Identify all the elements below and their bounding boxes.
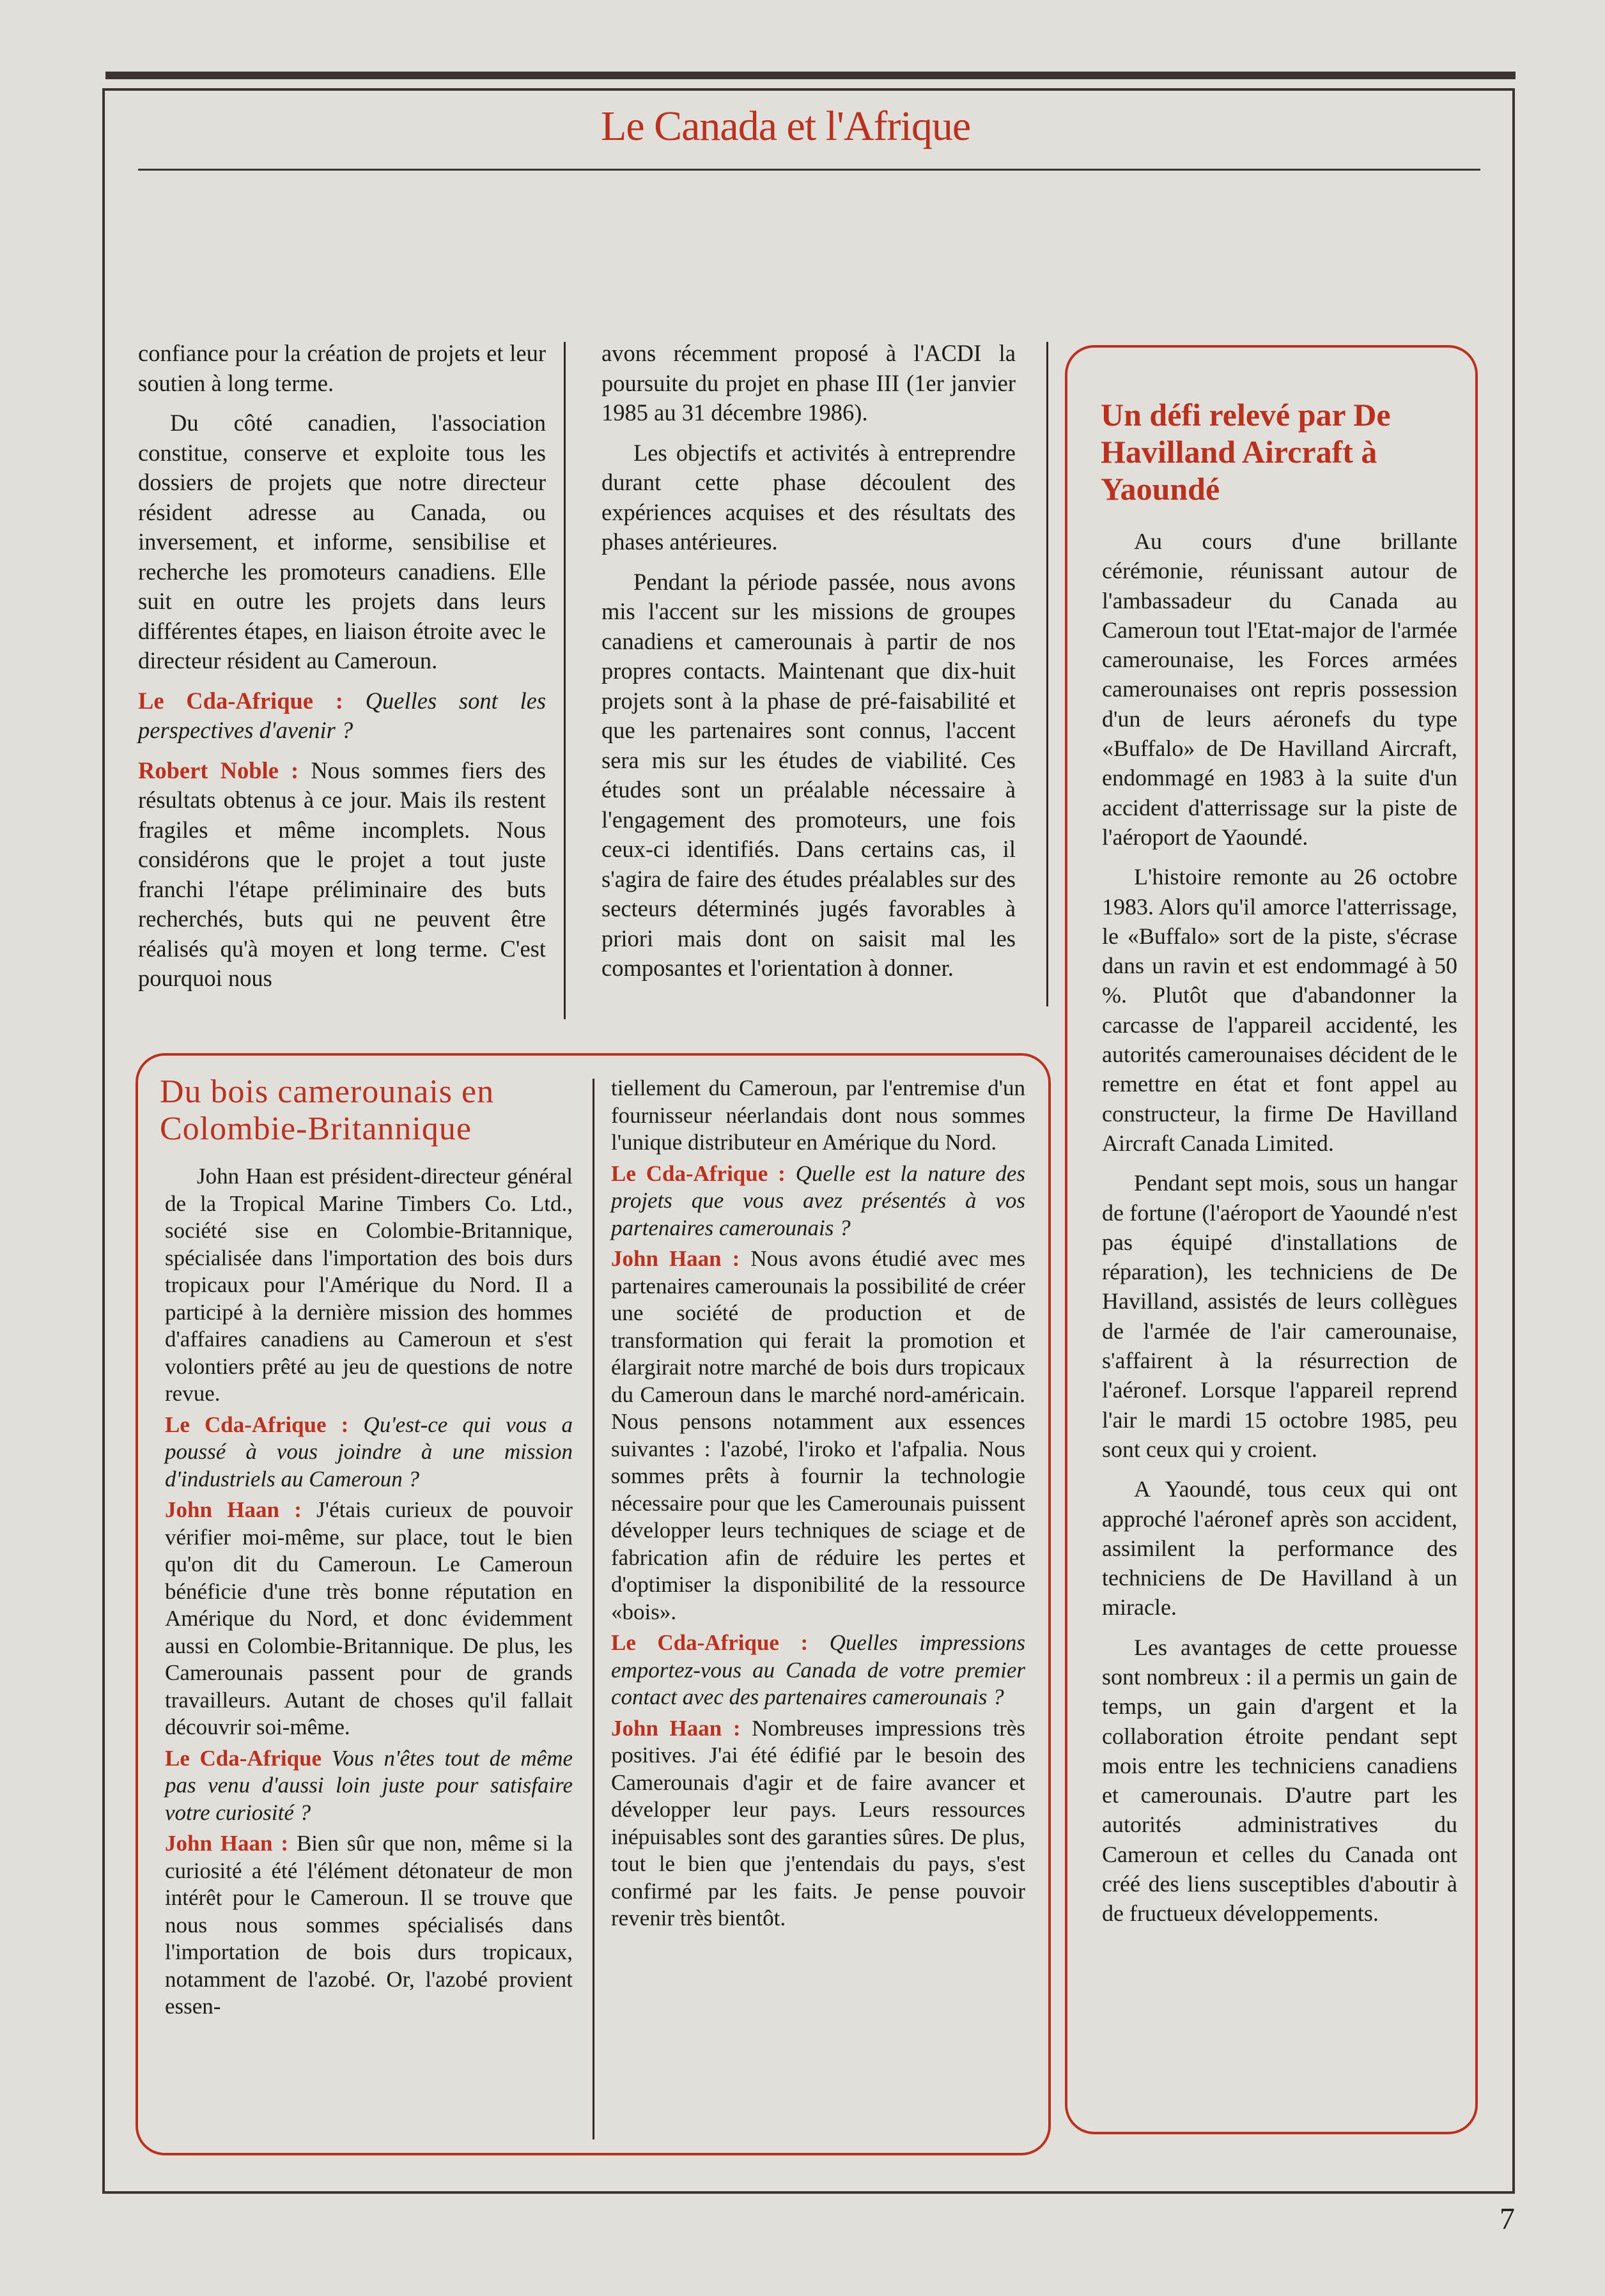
masthead-title: Le Canada et l'Afrique — [601, 103, 971, 150]
speaker-label: Le Cda-Afrique : — [138, 687, 343, 714]
interview-question — [165, 1412, 573, 1493]
paragraph-text: Nous sommes fiers des résultats obtenus à ce jour. Mais ils restent fragiles et même incomplets. Nous considérons que le projet a tout juste franchi l'étape préliminaire des buts recherchés, buts qui ne peuvent être réalisés qu'à moyen et long terme. C'est pourquoi nous — [138, 757, 546, 991]
interview-question — [165, 1745, 573, 1827]
interview-answer — [611, 1245, 1025, 1626]
interview-column-1 — [138, 339, 546, 1004]
paragraph — [138, 408, 546, 676]
speaker-label: John Haan : — [165, 1831, 289, 1856]
speaker-label: Le Cda-Afrique : — [611, 1630, 809, 1655]
speaker-label: John Haan : — [611, 1715, 741, 1741]
paragraph: L'histoire remonte au 26 octobre 1983. Alors qu'il amorce l'atterrissage, le «Buffalo» sort de la piste, s'écrase dans un ravin et est endommagé à 50 %. Plutôt que d'abandonner la carcasse de l'appareil accidenté, les autorités camerounaises décident de le remettre en état et font appel au constructeur, la firme De Havilland Aircraft Canada Limited. — [1102, 864, 1457, 1156]
paragraph-text: Quelles sont les perspectives d'avenir ? — [138, 687, 547, 743]
column-divider — [1046, 342, 1048, 1006]
paragraph-text: John Haan est président-directeur général de la Tropical Marine Timbers Co. Ltd., société sise en Colombie-Britannique, spécialisée dans l'importation des bois durs tropicaux pour l'Amérique du Nord. Il a participé à la dernière mission des hommes d'affaires canadiens au Cameroun et s'est volontiers prêté au jeu de questions de notre revue. — [165, 1164, 573, 1406]
paragraph: A Yaoundé, tous ceux qui ont approché l'aéronef après son accident, assimilent la performance des techniciens de De Havilland à un miracle. — [1102, 1476, 1457, 1621]
speaker-label: Le Cda-Afrique : — [165, 1412, 349, 1437]
paragraph-text: confiance pour la création de projets et leur soutien à long terme. — [138, 340, 546, 396]
box-defi-title: Un défi relevé par De Havilland Aircraft à Yaoundé — [1101, 397, 1391, 507]
box-bois-title: Du bois camerounais en Colombie-Britannique — [160, 1074, 495, 1147]
interview-question — [611, 1630, 1025, 1711]
paragraph-text: Nombreuses impressions très positives. J'ai été édifié par le besoin des Camerounais d'agir et de faire avancer et développer leur pays. Leurs ressources inépuisables sont des garanties sûres. De plus, tout le bien que j'entendais du pays, s'est confirmé par les faits. Je pense pouvoir revenir très bientôt. — [611, 1715, 1026, 1930]
paragraph-text: avons récemment proposé à l'ACDI la poursuite du projet en phase III (1er janvier 1985 au 31 décembre 1986). — [601, 340, 1016, 426]
interview-question — [611, 1160, 1025, 1242]
paragraph: Pendant sept mois, sous un hangar de fortune (l'aéroport de Yaoundé n'est pas équipé d'installations de réparation), les techniciens de De Havilland, assistés de leurs collègues de l'armée de l'air camerounaise, s'affairent à la résurrection de l'aéronef. Lorsque l'appareil reprend l'air le mardi 15 octobre 1985, peu sont ceux qui y croient. — [1102, 1170, 1457, 1462]
interview-answer — [165, 1497, 573, 1741]
paragraph-text: Du côté canadien, l'association constitue, conserve et exploite tous les dossiers de projets que notre directeur résident adresse au Canada, ou inversement, et informe, sensibilise et recherche les promoteurs canadiens. Elle suit en outre les projets dans leurs différentes étapes, en liaison étroite avec le directeur résident au Cameroun. — [138, 410, 546, 674]
interview-question — [138, 686, 546, 746]
paragraph-text: Quelle est la nature des projets que vous avez présentés à vos partenaires camerounais ? — [611, 1160, 1025, 1240]
paragraph-text: Qu'est-ce qui vous a poussé à vous joindre à une mission d'industriels au Cameroun ? — [165, 1412, 573, 1491]
paragraph: Au cours d'une brillante cérémonie, réunissant autour de l'ambassadeur du Canada au Cameroun tout l'Etat-major de l'armée camerounaise, les Forces armées camerounaises ont repris possession d'un de leurs aéronefs du type «Buffalo» de De Havilland Aircraft, endommagé en 1983 à la suite d'un accident d'atterrissage sur la piste de l'aéroport de Yaoundé. — [1102, 528, 1457, 850]
paragraph-text: tiellement du Cameroun, par l'entremise d'un fournisseur néerlandais dont nous sommes l'unique distributeur en Amérique du Nord. — [611, 1075, 1025, 1155]
box-bois-column-left — [165, 1163, 573, 2024]
interview-answer — [165, 1830, 573, 2021]
interview-answer — [611, 1715, 1025, 1932]
paragraph: Les avantages de cette prouesse sont nombreux : il a permis un gain de temps, un gain d'argent et la collaboration étroite pendant sept mois entre les techniciens canadiens et camerounais. D'autre part les autorités administratives du Cameroun et celles du Canada ont créé des liens susceptibles d'aboutir à de fructueux développements. — [1102, 1634, 1457, 1927]
paragraph-text: Les objectifs et activités à entreprendre durant cette phase découlent des expériences acquises et des résultats des phases antérieures. — [601, 439, 1016, 555]
paragraph-text: J'étais curieux de pouvoir vérifier moi-même, sur place, tout le bien qu'on dit du Cameroun. Le Cameroun bénéficie d'une très bonne réputation en Amérique du Nord, et donc évidemment aussi en Colombie-Britannique. De plus, les Camerounais passent pour de grands travailleurs. Autant de choses qu'il fallait découvrir soi-même. — [165, 1497, 573, 1739]
speaker-label: John Haan : — [611, 1246, 740, 1271]
box-defi-text — [1102, 527, 1457, 1939]
paragraph — [165, 1163, 573, 1408]
paragraph-text: Pendant la période passée, nous avons mis l'accent sur les missions de groupes canadiens et camerounais à partir de nos propres contacts. Maintenant que dix-huit projets sont à la phase de pré-faisabilité et que les partenaires sont connus, l'accent sera mis sur les études de viabilité. Ces études sont un préalable nécessaire à l'engagement des promoteurs, une fois ceux-ci identifiés. Dans certains cas, il s'agira de faire des études préalables sur des secteurs déterminés jugés favorables à priori mais dont on saisit mal les composantes et l'orientation à donner. — [601, 568, 1016, 981]
paragraph-text: Vous n'êtes tout de même pas venu d'aussi loin juste pour satisfaire votre curiosité ? — [165, 1745, 573, 1825]
paragraph-text: Nous avons étudié avec mes partenaires camerounais la possibilité de créer une société de production et de transformation qui ferait la promotion et élargirait notre marché de bois durs tropicaux du Cameroun dans le marché nord-américain. Nous pensons notamment aux essences suivantes : l'azobé, l'iroko et l'afpalia. Nous sommes prêts à fournir la technologie nécessaire pour que les Camerounais puissent développer leurs techniques de sciage et de fabrication afin de réduire les pertes et d'optimiser la disponibilité de la ressource «bois». — [611, 1246, 1026, 1624]
speaker-label: Le Cda-Afrique — [165, 1745, 322, 1771]
speaker-label: Robert Noble : — [138, 757, 299, 783]
masthead-rule — [138, 169, 1480, 171]
paragraph-continued — [611, 1075, 1025, 1157]
paragraph — [601, 438, 1016, 557]
column-divider — [564, 342, 566, 1019]
box-bois-column-right — [611, 1075, 1025, 1936]
interview-answer — [138, 756, 546, 994]
speaker-label: John Haan : — [165, 1497, 302, 1522]
column-divider — [593, 1079, 594, 2139]
paragraph — [601, 567, 1016, 983]
paragraph-continued — [138, 339, 546, 398]
page-number: 7 — [1500, 2202, 1515, 2236]
paragraph-text: Bien sûr que non, même si la curiosité a été l'élément détonateur de mon intérêt pour le Cameroun. Il se trouve que nous nous sommes spécialisés dans l'importation de bois durs tropicaux, notamment de l'azobé. Or, l'azobé provient essen- — [165, 1831, 573, 2019]
top-rule — [105, 72, 1516, 79]
interview-column-2 — [601, 339, 1016, 994]
speaker-label: Le Cda-Afrique : — [611, 1160, 786, 1186]
paragraph-continued — [601, 339, 1016, 428]
paragraph-text: Quelles impressions emportez-vous au Canada de votre premier contact avec des partenaires camerounais ? — [611, 1630, 1026, 1709]
